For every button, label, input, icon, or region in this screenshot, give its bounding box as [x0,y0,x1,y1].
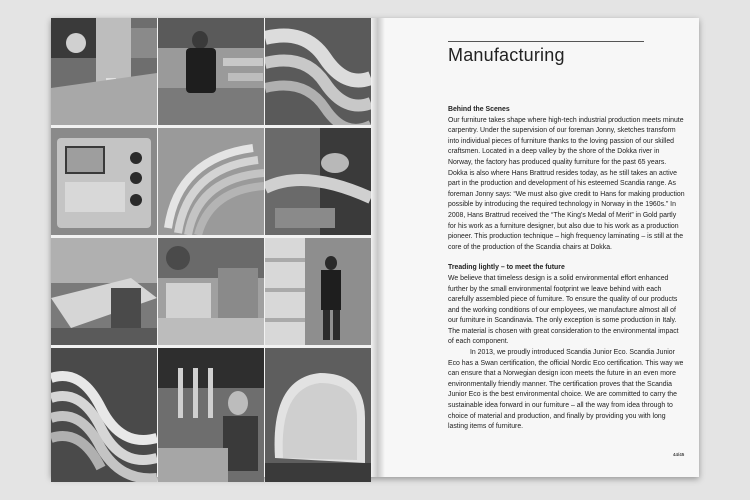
body-text [448,105,686,433]
section-body-treading-lightly-2: In 2013, we proudly introduced Scandia Junior Eco. Scandia Junior Eco has a Swan certification, the official Nordic Eco certification. This way we can ensure that a Norwegian design icon meets the future in an even more environmentally friendly manner. The certification proves that the Scandia Junior Eco is the best environmental choice. We are committed to carry the sustainable idea forward in our furniture – all the way from idea through to choice of material and production, and finally by providing you with long lasting items of furniture. [448,349,684,431]
title-rule [448,41,644,42]
photo-chair-shell [265,348,371,482]
section-body-behind-the-scenes: Our furniture takes shape where high-tech industrial production meets minute carpentry. Under the supervision of our foreman Jonny, sketches transform into individual pieces of furniture thanks to the loving passion of our skilled craftsmen. Located in a deep valley by the shore of the Dokka river in Norway, the factory has produced quality furniture for the past 65 years. Dokka is also where Hans Brattrud resides today, as he still takes an active part in the production and development of his esteemed Scandia range. As foreman Jonny says: “We must also give credit to Hans for making production possible by introducing the required technology in Norway in the 1960s.” In 2008, Hans Brattrud received the “The King’s Medal of Merit” in Gold partly for his work as a furniture designer, but also due to his work as a production pioneer. This production technique – high frequency laminating – is still at the core of the production of the Scandia chairs at Dokka. [448,116,685,251]
brochure-spread [51,18,699,477]
photo-laminate-stack [265,18,371,125]
photo-curved-slats [158,128,264,235]
photo-worker-walking [265,238,371,345]
page-number: 44/45 [673,452,685,457]
photo-workshop-floor [158,238,264,345]
photo-craftsman-working [158,348,264,482]
section-heading-treading-lightly: Treading lightly – to meet the future [448,264,565,272]
photo-worker-back [158,18,264,125]
page-title: Manufacturing [448,45,565,65]
left-page [51,18,378,477]
section-heading-behind-the-scenes: Behind the Scenes [448,106,510,113]
section-body-treading-lightly-1: We believe that timeless design is a solid environmental effort enhanced further by the small environmental footprint we leave behind with each carefully assembled piece of furniture. To ensure the quality of our products and the working conditions of our employees, we manufacture almost all of our furniture in Scandinavia. The only exception is some production in Italy. The material is chosen with great consideration to the environmental impact of each component. [448,274,679,346]
photo-bent-plywood [51,348,157,482]
photo-press-machine [51,238,157,345]
gutter-shadow [371,18,385,477]
right-page [378,18,699,477]
photo-grid [51,18,371,477]
photo-cnc-machine [51,18,157,125]
photo-control-panel [51,128,157,235]
photo-craftsman-hands [265,128,371,235]
